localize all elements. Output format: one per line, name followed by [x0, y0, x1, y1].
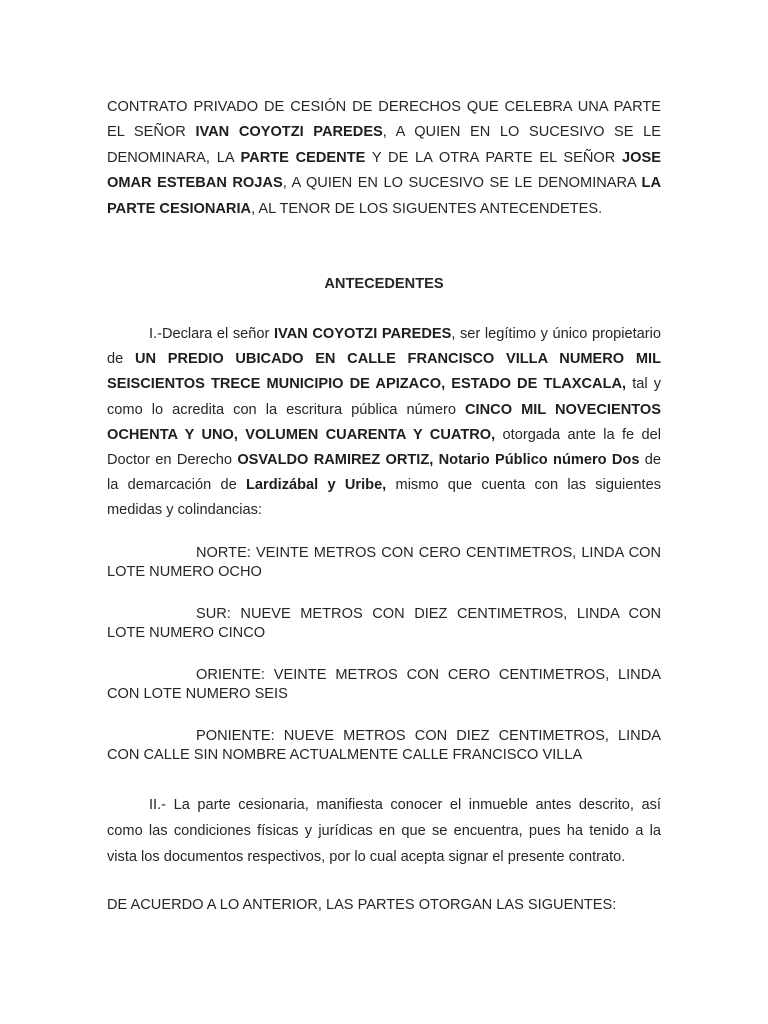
decl1-district: Lardizábal y Uribe, [246, 477, 387, 494]
boundary-north [107, 544, 661, 581]
declaration-2-paragraph [107, 792, 661, 870]
boundary-east [107, 666, 661, 703]
intro-text-4: , A QUIEN EN LO SUCESIVO SE LE DENOMINARA [282, 175, 642, 192]
decl1-text-4: otorgada ante la fe del Doctor en Derecho [107, 426, 661, 469]
section-heading: ANTECEDENTES [324, 276, 444, 292]
boundary-south-text: SUR: NUEVE METROS CON DIEZ CENTIMETROS, LINDA CON LOTE NUMERO CINCO [107, 606, 661, 641]
boundary-west [107, 727, 661, 764]
decl1-text-6: mismo que cuenta con las siguientes medidas y colindancias: [107, 477, 662, 519]
decl1-text-3: tal y como lo acredita con la escritura pública número [107, 376, 661, 418]
decl1-text-2: , ser legítimo y único propietario de [107, 326, 661, 368]
closing-line [107, 893, 661, 917]
intro-text-2: , A QUIEN EN LO SUCESIVO SE LE DENOMINARA, LA [107, 124, 661, 166]
intro-cedente-name: IVAN COYOTZI PAREDES [195, 124, 383, 141]
contract-intro-paragraph [107, 95, 661, 222]
boundary-north-text: NORTE: VEINTE METROS CON CERO CENTIMETROS, LINDA CON LOTE NUMERO OCHO [107, 545, 661, 580]
intro-text-3: Y DE LA OTRA PARTE EL SEÑOR [365, 149, 623, 166]
intro-parte-cesionaria: LA PARTE CESIONARIA [107, 175, 661, 217]
boundary-west-text: PONIENTE: NUEVE METROS CON DIEZ CENTIMETROS, LINDA CON CALLE SIN NOMBRE ACTUALMENTE CALLE FRANCISCO VILLA [107, 728, 661, 763]
closing-text: DE ACUERDO A LO ANTERIOR, LAS PARTES OTORGAN LAS SIGUENTES: [107, 897, 617, 913]
declaration-1-paragraph [107, 322, 661, 524]
intro-text-5: , AL TENOR DE LOS SIGUENTES ANTECENDETES. [251, 200, 603, 217]
decl1-text-1: I.-Declara el señor [149, 326, 274, 342]
decl1-owner-name: IVAN COYOTZI PAREDES [273, 326, 452, 342]
intro-cesionario-name: JOSE OMAR ESTEBAN ROJAS [107, 149, 661, 192]
decl1-text-5: de la demarcación de [107, 452, 661, 494]
decl1-notary: OSVALDO RAMIREZ ORTIZ, Notario Público número Dos [237, 452, 640, 469]
decl2-text: II.- La parte cesionaria, manifiesta conocer el inmueble antes descrito, así como las condiciones físicas y jurídicas en que se encuentra, pues ha tenido a la vista los documentos respectivos, por lo cual acepta signar el presente contrato. [107, 797, 661, 865]
boundary-east-text: ORIENTE: VEINTE METROS CON CERO CENTIMETROS, LINDA CON LOTE NUMERO SEIS [107, 667, 661, 702]
decl1-property: UN PREDIO UBICADO EN CALLE FRANCISCO VILLA NUMERO MIL SEISCIENTOS TRECE MUNICIPIO DE APIZACO, ESTADO DE TLAXCALA, [107, 351, 661, 393]
intro-parte-cedente: PARTE CEDENTE [240, 149, 366, 166]
decl1-deed-number: CINCO MIL NOVECIENTOS OCHENTA Y UNO, VOLUMEN CUARENTA Y CUATRO, [107, 401, 661, 443]
intro-text-1: CONTRATO PRIVADO DE CESIÓN DE DERECHOS QUE CELEBRA UNA PARTE EL SEÑOR [107, 99, 661, 141]
boundary-south [107, 605, 661, 642]
